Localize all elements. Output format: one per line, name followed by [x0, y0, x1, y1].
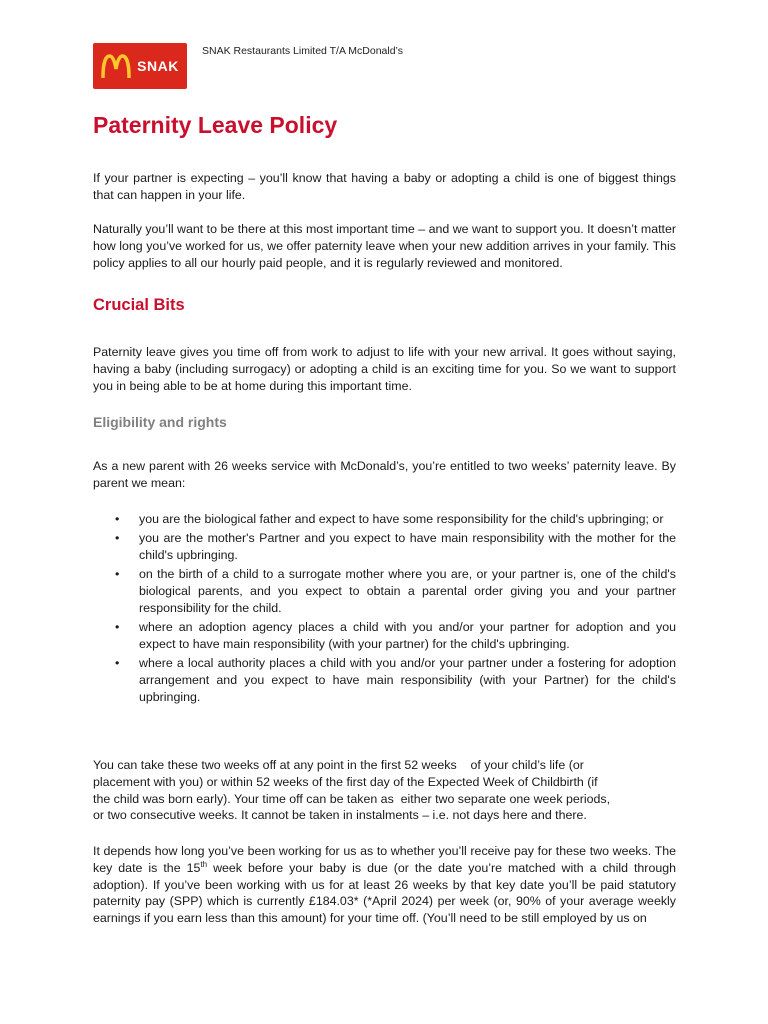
bullet-icon: •: [115, 512, 120, 526]
list-item: • where an adoption agency places a child with you and/or your partner for adoption and you expect to have main responsibility (with your partner) for the child's upbringing.: [115, 620, 676, 651]
list-item: • on the birth of a child to a surrogate mother where you are, or your partner is, one of the child's biological parents, and you expect to obtain a parental order giving you and your partner responsibility for the child.: [115, 567, 676, 615]
eligibility-bullet-list: [93, 511, 676, 708]
mcdonalds-logo: [93, 43, 187, 89]
golden-arches-icon: [101, 54, 131, 78]
bullet-icon: •: [115, 620, 120, 634]
pay-paragraph: It depends how long you’ve been working for us as to whether you’ll receive pay for these two weeks. The key date is the 15th week before your baby is due (or the date you’re matched with a child through adoption). If you’ve been working with us for at least 26 weeks by that key date you’ll be paid statutory paternity pay (SPP) which is currently £184.03* (*April 2024) per week (or, 90% of your average weekly earnings if you earn less than this amount) for your time off. (You’ll need to be still employed by us on: [93, 844, 677, 926]
company-name: SNAK Restaurants Limited T/A McDonald’s: [202, 45, 403, 57]
crucial-bits-paragraph: Paternity leave gives you time off from work to adjust to life with your new arrival. It goes without saying, having a baby (including surrogacy) or adopting a child is an exciting time for you. So we want to support you in being able to be at home during this important time.: [93, 345, 676, 393]
page-title: Paternity Leave Policy: [93, 112, 338, 138]
crucial-bits-heading: Crucial Bits: [93, 296, 185, 314]
intro-paragraph-1: If your partner is expecting – you’ll know that having a baby or adopting a child is one of biggest things that can happen in your life.: [93, 171, 676, 202]
intro-paragraph-2: Naturally you’ll want to be there at this most important time – and we want to support you. It doesn’t matter how long you’ve worked for us, we offer paternity leave when your new addition arrives in your family. This policy applies to all our hourly paid people, and it is regularly reviewed and monitored.: [93, 222, 676, 270]
bullet-icon: •: [115, 656, 120, 670]
timing-paragraph: You can take these two weeks off at any point in the first 52 weeks of your child’s life (or placement with you) or within 52 weeks of the first day of the Expected Week of Childbirth (if the child was born early). Your time off can be taken as either two separate one week periods, or two consecutive weeks. It cannot be taken in instalments – i.e. not days here and there.: [93, 758, 611, 823]
eligibility-intro: As a new parent with 26 weeks service with McDonald’s, you’re entitled to two weeks’ paternity leave. By parent we mean:: [93, 459, 676, 490]
bullet-icon: •: [115, 567, 120, 581]
list-item: • where a local authority places a child with you and/or your partner under a fostering for adoption arrangement and you expect to have main responsibility (with your Partner) for the child's upbringing.: [115, 656, 676, 704]
logo-text: SNAK: [137, 58, 179, 74]
list-item: • you are the biological father and expect to have some responsibility for the child's upbringing; or: [115, 512, 664, 526]
bullet-icon: •: [115, 531, 120, 545]
eligibility-heading: Eligibility and rights: [93, 414, 227, 430]
list-item: • you are the mother's Partner and you expect to have main responsibility with the mother for the child's upbringing.: [115, 531, 676, 562]
